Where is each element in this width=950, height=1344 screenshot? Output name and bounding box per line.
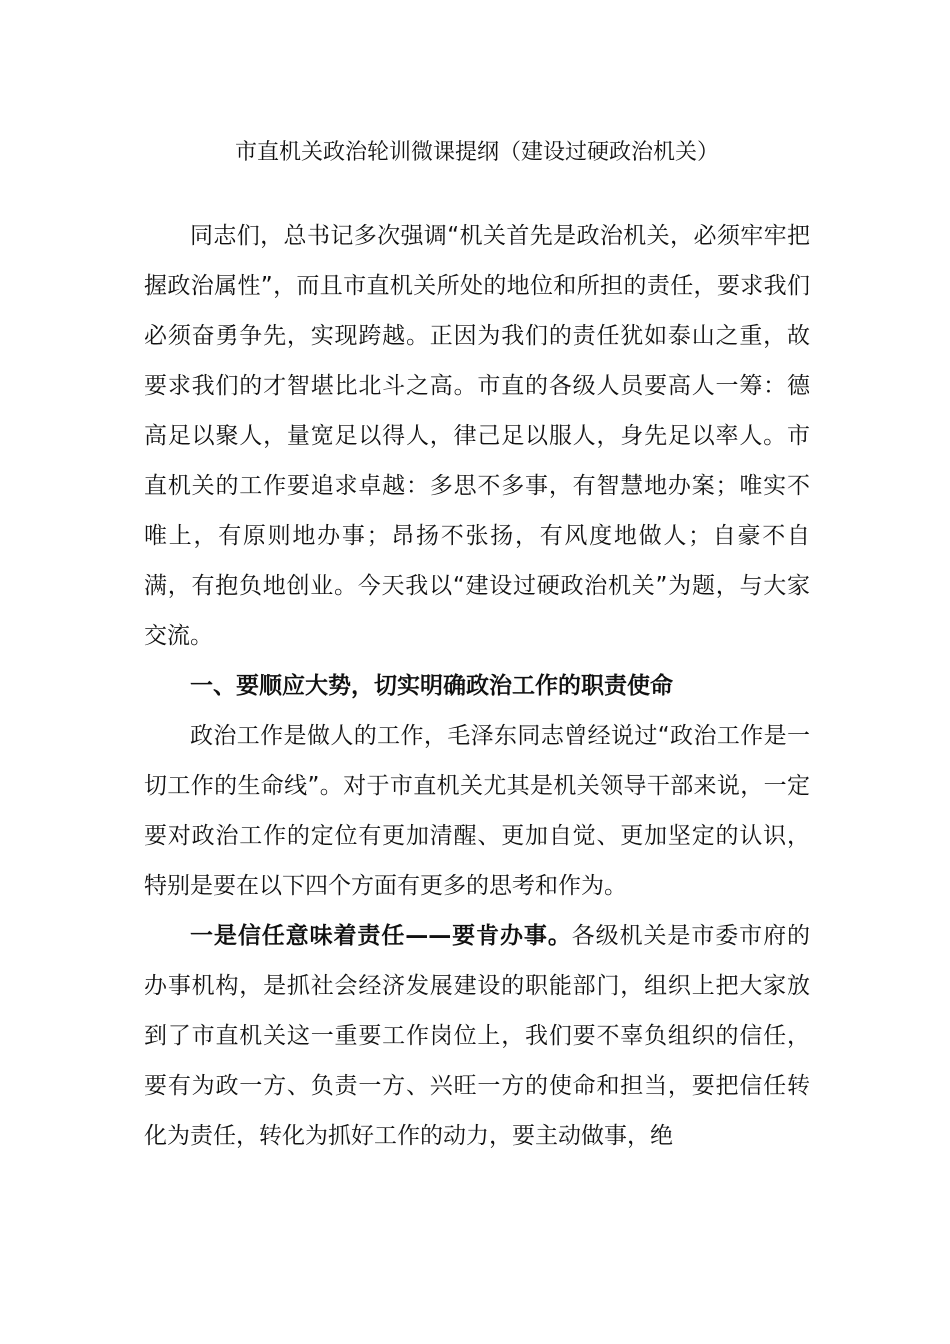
document-body [144,128,810,1161]
point-1-body: 各级机关是市委市府的办事机构，是抓社会经济发展建设的职能部门，组织上把大家放到了市直机关这一重要工作岗位上，我们要不辜负组织的信任，要有为政一方、负责一方、兴旺一方的使命和担当，要把信任转化为责任，转化为抓好工作的动力，要主动做事，绝 [144,923,811,1149]
section-1-paragraph: 政治工作是做人的工作，毛泽东同志曾经说过“政治工作是一切工作的生命线”。对于市直机关尤其是机关领导干部来说，一定要对政治工作的定位有更加清醒、更加自觉、更加坚定的认识，特别是要在以下四个方面有更多的思考和作为。 [144,723,810,899]
document-title: 市直机关政治轮训微课提纲（建设过硬政治机关） [234,140,719,165]
point-1-paragraph [144,911,810,1161]
point-1-lead: 一是信任意味着责任——要肯办事。 [190,923,572,949]
intro-paragraph: 同志们，总书记多次强调“机关首先是政治机关，必须牢牢把握政治属性”，而且市直机关所处的地位和所担的责任，要求我们必须奋勇争先，实现跨越。正因为我们的责任犹如泰山之重，故要求我们的才智堪比北斗之高。市直的各级人员要高人一筹：德高足以聚人，量宽足以得人，律己足以服人，身先足以率人。市直机关的工作要追求卓越：多思不多事，有智慧地办案；唯实不唯上，有原则地办事；昂扬不张扬，有风度地做人；自豪不自满，有抱负地创业。今天我以“建设过硬政治机关”为题，与大家交流。 [144,223,810,649]
section-heading-1: 一、要顺应大势，切实明确政治工作的职责使命 [190,673,673,699]
